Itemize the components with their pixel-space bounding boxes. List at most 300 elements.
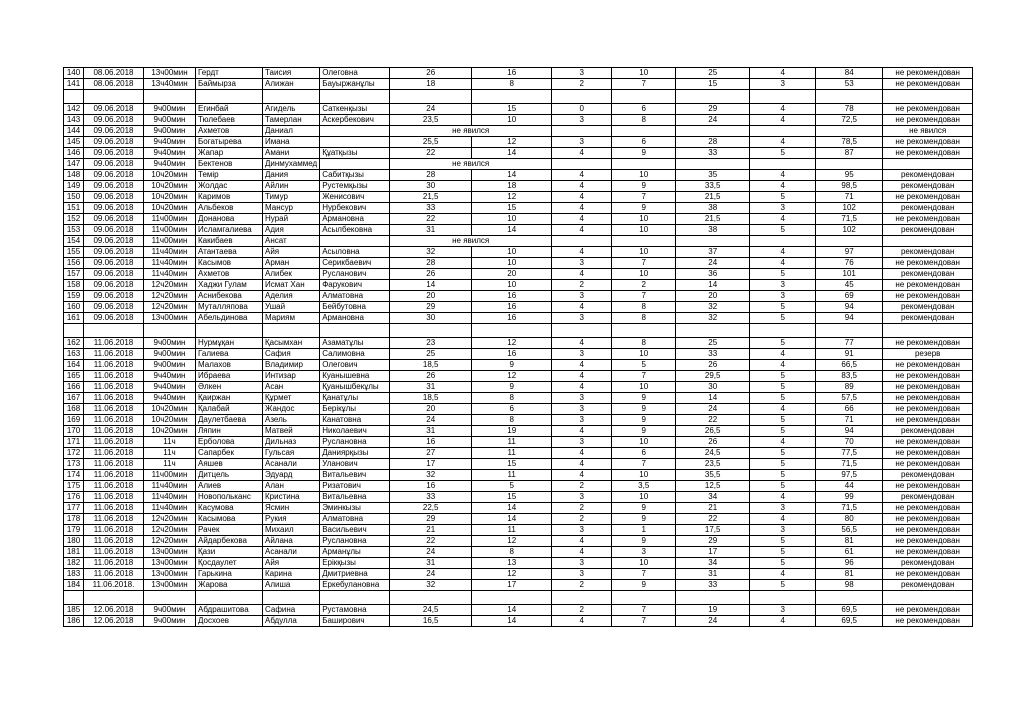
score-2-cell: 11 [472,525,552,536]
table-row [64,536,973,547]
score-6-cell: 5 [750,470,816,481]
recommendation-cell: не рекомендован [883,214,973,225]
table-row [64,148,973,159]
patronymic-cell: Қуанышбекұлы [320,382,390,393]
recommendation-cell: рекомендован [883,302,973,313]
score-6-cell: 4 [750,437,816,448]
total-score-cell: 78 [816,104,883,115]
total-score-cell: 87 [816,148,883,159]
row-number-cell: 150 [64,192,84,203]
score-6-cell: 5 [750,371,816,382]
total-score-cell: 70 [816,437,883,448]
score-1-cell: 24 [390,547,472,558]
patronymic-cell: Қанатұлы [320,393,390,404]
score-1-cell: 24 [390,104,472,115]
surname-cell: Айдарбекова [196,536,263,547]
empty-cell [750,90,816,104]
total-score-cell: 57,5 [816,393,883,404]
table-row [64,247,973,258]
surname-cell: Аяшев [196,459,263,470]
exam-date-cell: 11.06.2018 [84,415,144,426]
row-number-cell: 175 [64,481,84,492]
score-6-cell: 5 [750,302,816,313]
score-2-cell: 11 [472,448,552,459]
score-6-cell: 5 [750,536,816,547]
score-4-cell: 2 [612,280,676,291]
score-1-cell: 31 [390,225,472,236]
total-score-cell: 97 [816,247,883,258]
score-5-cell: 34 [676,492,750,503]
score-2-cell: 16 [472,68,552,79]
patronymic-cell: Ерікқызы [320,558,390,569]
recommendation-cell: не рекомендован [883,338,973,349]
score-1-cell: 16 [390,481,472,492]
score-5-cell: 26,5 [676,426,750,437]
score-3-cell: 4 [552,382,612,393]
empty-cell [263,591,320,605]
recommendation-cell: не рекомендован [883,137,973,148]
table-row [64,426,973,437]
first-name-cell: Исмат Хан [263,280,320,291]
empty-cell [612,591,676,605]
first-name-cell: Айя [263,247,320,258]
patronymic-cell: Аскербекович [320,115,390,126]
score-6-cell [750,236,816,247]
score-1-cell: 22 [390,214,472,225]
score-3-cell: 4 [552,148,612,159]
score-4-cell: 3 [612,547,676,558]
score-6-cell: 4 [750,68,816,79]
score-3-cell [552,159,612,170]
row-number-cell: 184 [64,580,84,591]
score-4-cell: 9 [612,536,676,547]
score-5-cell [676,236,750,247]
table-row [64,79,973,90]
exam-time-cell: 9ч00мин [144,360,196,371]
total-score-cell [816,159,883,170]
score-6-cell: 4 [750,247,816,258]
score-4-cell: 10 [612,269,676,280]
score-5-cell: 14 [676,280,750,291]
score-4-cell: 9 [612,181,676,192]
table-row [64,371,973,382]
score-1-cell: 26 [390,68,472,79]
exam-time-cell: 11ч00мин [144,236,196,247]
score-5-cell [676,159,750,170]
empty-cell [320,591,390,605]
surname-cell: Нурмұқан [196,338,263,349]
score-3-cell: 4 [552,181,612,192]
first-name-cell: Құрмет [263,393,320,404]
score-1-cell: 32 [390,580,472,591]
exam-date-cell: 09.06.2018 [84,137,144,148]
empty-cell [390,90,472,104]
score-1-cell: 33 [390,203,472,214]
patronymic-cell: Алматовна [320,514,390,525]
exam-time-cell: 13ч40мин [144,79,196,90]
row-number-cell: 165 [64,371,84,382]
score-2-cell: 13 [472,558,552,569]
surname-cell: Темір [196,170,263,181]
surname-cell: Абдрашитова [196,605,263,616]
surname-cell: Новопольканс [196,492,263,503]
recommendation-cell: не рекомендован [883,68,973,79]
score-4-cell: 7 [612,258,676,269]
row-number-cell: 148 [64,170,84,181]
surname-cell: Богатырева [196,137,263,148]
patronymic-cell: Еркебулановна [320,580,390,591]
recommendation-cell: не рекомендован [883,115,973,126]
row-number-cell: 182 [64,558,84,569]
score-2-cell: 14 [472,170,552,181]
blank-row [64,324,973,338]
row-number-cell: 186 [64,616,84,627]
score-3-cell: 2 [552,79,612,90]
score-6-cell: 5 [750,580,816,591]
surname-cell: Муталляпова [196,302,263,313]
recommendation-cell: не рекомендован [883,192,973,203]
exam-date-cell: 11.06.2018 [84,360,144,371]
score-4-cell: 10 [612,470,676,481]
exam-date-cell: 09.06.2018 [84,115,144,126]
score-3-cell: 4 [552,225,612,236]
table-row [64,492,973,503]
table-row [64,313,973,324]
first-name-cell: Эдуард [263,470,320,481]
table-row [64,225,973,236]
exam-time-cell: 13ч00мин [144,68,196,79]
table-row [64,159,973,170]
first-name-cell: Таисия [263,68,320,79]
first-name-cell: Айлана [263,536,320,547]
exam-date-cell: 12.06.2018 [84,605,144,616]
score-6-cell: 3 [750,291,816,302]
score-5-cell [676,126,750,137]
total-score-cell: 94 [816,426,883,437]
surname-cell: Егинбай [196,104,263,115]
table-row [64,404,973,415]
exam-time-cell: 10ч20мин [144,426,196,437]
surname-cell: Әлкен [196,382,263,393]
score-5-cell: 24 [676,258,750,269]
score-6-cell: 4 [750,170,816,181]
score-5-cell: 29 [676,536,750,547]
recommendation-cell: рекомендован [883,313,973,324]
score-3-cell: 4 [552,459,612,470]
surname-cell: Исламгалиева [196,225,263,236]
score-6-cell: 4 [750,181,816,192]
empty-cell [883,591,973,605]
total-score-cell: 89 [816,382,883,393]
surname-cell: Сапарбек [196,448,263,459]
score-5-cell: 24,5 [676,448,750,459]
score-4-cell: 9 [612,203,676,214]
score-4-cell: 7 [612,371,676,382]
score-5-cell: 33,5 [676,181,750,192]
score-1-cell: 24 [390,415,472,426]
score-2-cell: 14 [472,503,552,514]
empty-cell [676,591,750,605]
empty-cell [196,90,263,104]
row-number-cell: 160 [64,302,84,313]
score-5-cell: 24 [676,616,750,627]
patronymic-cell: Рустамовна [320,605,390,616]
score-5-cell: 22 [676,415,750,426]
patronymic-cell: Куанышевна [320,371,390,382]
row-number-cell: 170 [64,426,84,437]
score-5-cell: 38 [676,203,750,214]
recommendation-cell: не рекомендован [883,503,973,514]
recommendation-cell: не рекомендован [883,514,973,525]
table-row [64,104,973,115]
score-5-cell: 14 [676,393,750,404]
exam-time-cell: 11ч40мин [144,492,196,503]
empty-cell [552,591,612,605]
score-5-cell: 35 [676,170,750,181]
score-1-cell: 32 [390,247,472,258]
patronymic-cell: Бауыржанұлы [320,79,390,90]
patronymic-cell: Бейбутовна [320,302,390,313]
table-row [64,338,973,349]
patronymic-cell: Канатовна [320,415,390,426]
exam-date-cell: 11.06.2018 [84,437,144,448]
score-1-cell: 31 [390,558,472,569]
row-number-cell: 167 [64,393,84,404]
score-2-cell: 11 [472,470,552,481]
score-2-cell: 12 [472,569,552,580]
recommendation-cell: рекомендован [883,426,973,437]
row-number-cell: 183 [64,569,84,580]
patronymic-cell: Арманұлы [320,547,390,558]
patronymic-cell: Женисович [320,192,390,203]
first-name-cell: Алиша [263,580,320,591]
exam-date-cell: 09.06.2018 [84,258,144,269]
exam-time-cell: 9ч00мин [144,126,196,137]
score-6-cell: 5 [750,148,816,159]
score-3-cell: 4 [552,536,612,547]
exam-date-cell: 11.06.2018 [84,338,144,349]
total-score-cell: 69,5 [816,616,883,627]
score-1-cell: 25,5 [390,137,472,148]
score-6-cell: 4 [750,137,816,148]
empty-cell [676,90,750,104]
score-4-cell [612,159,676,170]
row-number-cell: 156 [64,258,84,269]
surname-cell: Аснибекова [196,291,263,302]
empty-cell [84,591,144,605]
surname-cell: Атантаева [196,247,263,258]
recommendation-cell: не рекомендован [883,616,973,627]
total-score-cell [816,126,883,137]
score-3-cell: 4 [552,426,612,437]
score-3-cell: 2 [552,580,612,591]
exam-date-cell: 11.06.2018 [84,459,144,470]
recommendation-cell: не рекомендован [883,79,973,90]
score-2-cell: 15 [472,459,552,470]
table-row [64,470,973,481]
empty-cell [320,324,390,338]
score-3-cell: 4 [552,616,612,627]
recommendation-cell: рекомендован [883,558,973,569]
first-name-cell: Аделия [263,291,320,302]
absent-note-cell: не явился [390,126,552,137]
blank-row [64,90,973,104]
total-score-cell: 81 [816,536,883,547]
score-1-cell: 24 [390,569,472,580]
score-6-cell: 4 [750,104,816,115]
score-6-cell: 5 [750,192,816,203]
exam-time-cell: 9ч40мин [144,148,196,159]
recommendation-cell: резерв [883,349,973,360]
exam-time-cell: 11ч [144,459,196,470]
empty-cell [84,324,144,338]
exam-time-cell: 9ч00мин [144,605,196,616]
surname-cell: Малахов [196,360,263,371]
exam-time-cell: 9ч00мин [144,349,196,360]
total-score-cell: 71,5 [816,503,883,514]
total-score-cell: 45 [816,280,883,291]
exam-time-cell: 9ч40мин [144,382,196,393]
exam-date-cell: 09.06.2018 [84,280,144,291]
exam-date-cell: 11.06.2018 [84,481,144,492]
score-1-cell: 22 [390,148,472,159]
score-1-cell: 21,5 [390,192,472,203]
recommendation-cell: рекомендован [883,492,973,503]
score-6-cell: 4 [750,616,816,627]
total-score-cell: 71 [816,415,883,426]
exam-date-cell: 11.06.2018 [84,371,144,382]
table-row [64,437,973,448]
table-row [64,291,973,302]
score-1-cell: 33 [390,492,472,503]
score-1-cell: 26 [390,269,472,280]
exam-date-cell: 11.06.2018 [84,426,144,437]
score-1-cell: 30 [390,313,472,324]
exam-date-cell: 09.06.2018 [84,236,144,247]
exam-time-cell: 9ч00мин [144,338,196,349]
score-2-cell: 9 [472,382,552,393]
score-6-cell: 5 [750,415,816,426]
first-name-cell: Михаил [263,525,320,536]
score-4-cell: 9 [612,514,676,525]
score-6-cell: 4 [750,492,816,503]
score-5-cell: 17,5 [676,525,750,536]
total-score-cell: 44 [816,481,883,492]
empty-cell [883,90,973,104]
score-5-cell: 38 [676,225,750,236]
patronymic-cell: Баширович [320,616,390,627]
surname-cell: Рачек [196,525,263,536]
exam-time-cell: 11ч40мин [144,258,196,269]
score-4-cell [612,236,676,247]
score-3-cell: 2 [552,605,612,616]
surname-cell: Ахметов [196,126,263,137]
total-score-cell: 66,5 [816,360,883,371]
empty-cell [472,324,552,338]
score-3-cell: 4 [552,269,612,280]
score-5-cell: 30 [676,382,750,393]
score-6-cell: 5 [750,225,816,236]
score-2-cell: 17 [472,580,552,591]
score-2-cell: 16 [472,291,552,302]
patronymic-cell [320,126,390,137]
exam-date-cell: 09.06.2018 [84,214,144,225]
total-score-cell: 78,5 [816,137,883,148]
score-5-cell: 17 [676,547,750,558]
first-name-cell: Асанали [263,459,320,470]
patronymic-cell: Олеговна [320,68,390,79]
first-name-cell: Абдулла [263,616,320,627]
row-number-cell: 159 [64,291,84,302]
row-number-cell: 157 [64,269,84,280]
total-score-cell: 77 [816,338,883,349]
row-number-cell: 171 [64,437,84,448]
row-number-cell: 142 [64,104,84,115]
recommendation-cell: не рекомендован [883,291,973,302]
patronymic-cell: Витальевна [320,492,390,503]
empty-cell [144,324,196,338]
surname-cell: Донанова [196,214,263,225]
score-5-cell: 33 [676,349,750,360]
recommendation-cell: не рекомендован [883,280,973,291]
row-number-cell: 154 [64,236,84,247]
exam-date-cell: 11.06.2018 [84,536,144,547]
score-3-cell: 3 [552,393,612,404]
score-2-cell: 12 [472,137,552,148]
table-row [64,616,973,627]
exam-time-cell: 11ч40мин [144,247,196,258]
recommendation-cell: рекомендован [883,170,973,181]
results-table-body [64,68,973,627]
exam-date-cell: 11.06.2018 [84,525,144,536]
exam-time-cell: 13ч00мин [144,313,196,324]
exam-time-cell: 9ч40мин [144,159,196,170]
exam-date-cell: 11.06.2018 [84,470,144,481]
exam-time-cell: 13ч00мин [144,547,196,558]
total-score-cell: 76 [816,258,883,269]
score-1-cell: 31 [390,382,472,393]
recommendation-cell: не рекомендован [883,382,973,393]
table-row [64,360,973,371]
score-5-cell: 29,5 [676,371,750,382]
score-2-cell: 19 [472,426,552,437]
exam-date-cell: 11.06.2018 [84,558,144,569]
row-number-cell: 169 [64,415,84,426]
exam-time-cell: 12ч20мин [144,302,196,313]
recommendation-cell: рекомендован [883,269,973,280]
table-row [64,126,973,137]
score-4-cell: 7 [612,605,676,616]
exam-time-cell: 9ч00мин [144,115,196,126]
patronymic-cell: Олегович [320,360,390,371]
first-name-cell: Жандос [263,404,320,415]
row-number-cell: 158 [64,280,84,291]
first-name-cell: Асанали [263,547,320,558]
score-5-cell: 28 [676,137,750,148]
empty-cell [263,324,320,338]
score-1-cell: 29 [390,514,472,525]
score-4-cell: 10 [612,349,676,360]
patronymic-cell: Эминкызы [320,503,390,514]
table-row [64,280,973,291]
score-5-cell: 25 [676,68,750,79]
empty-cell [750,591,816,605]
total-score-cell: 69 [816,291,883,302]
exam-date-cell: 11.06.2018 [84,514,144,525]
recommendation-cell: не явился [883,126,973,137]
empty-cell [552,324,612,338]
score-3-cell: 3 [552,569,612,580]
